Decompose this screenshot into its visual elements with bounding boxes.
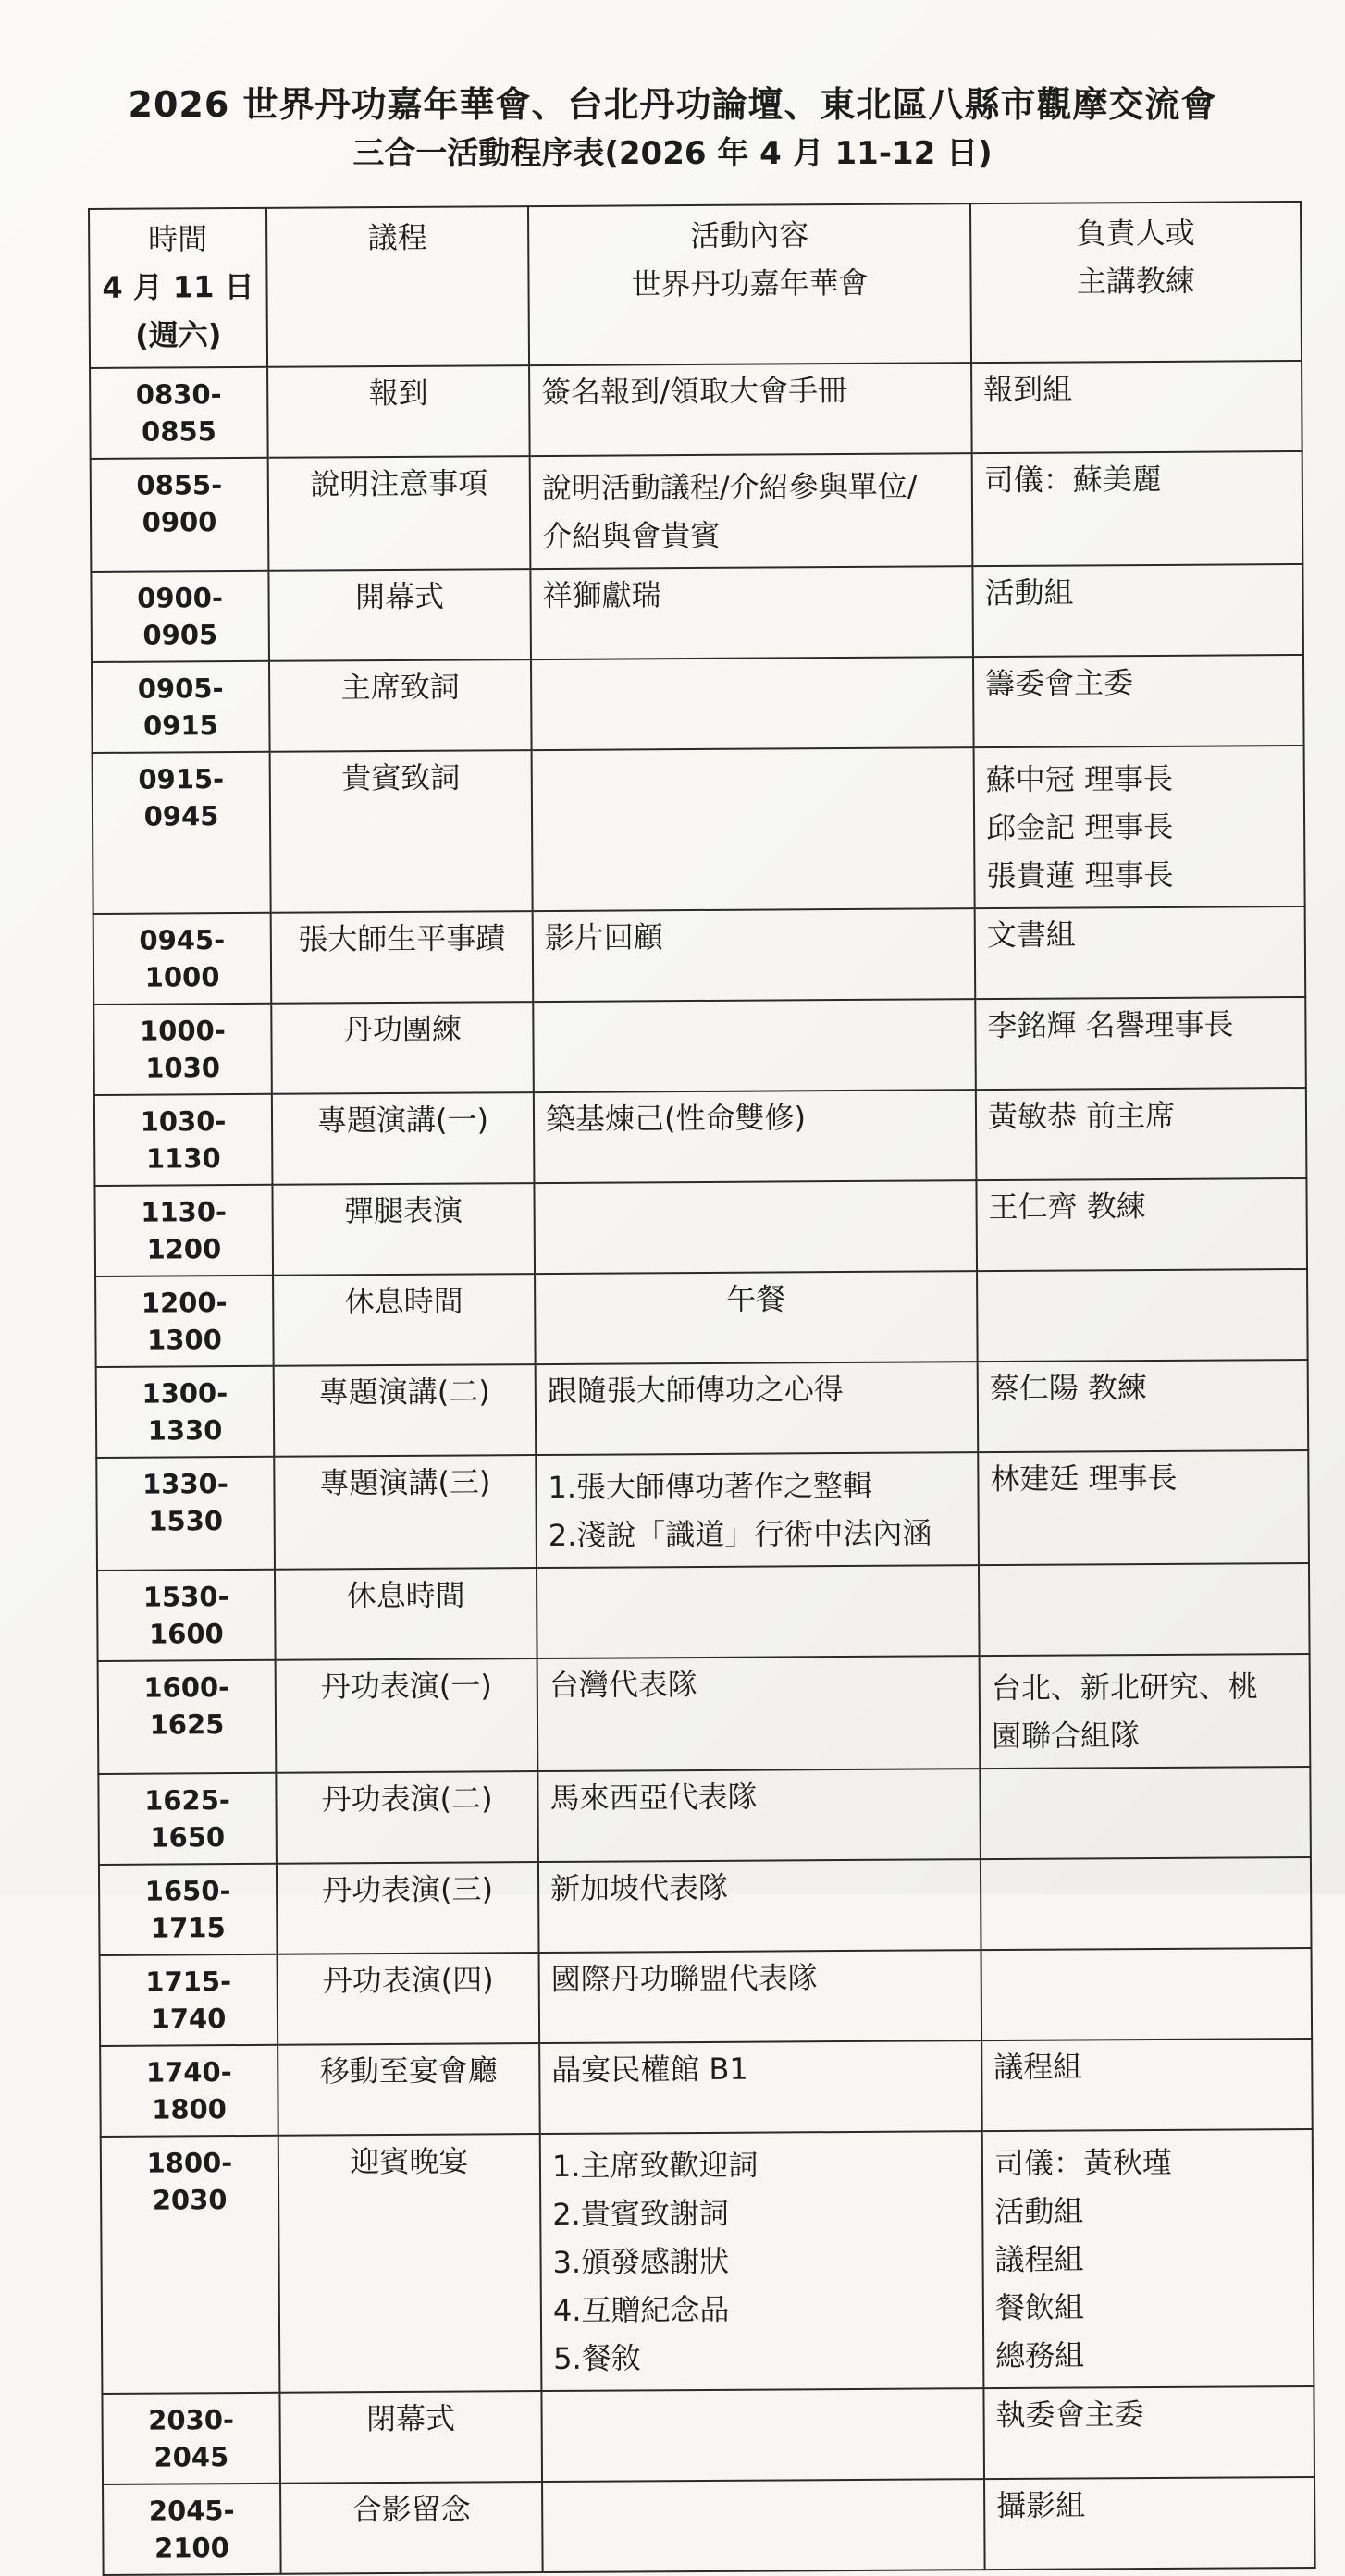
cell-responsible	[974, 746, 1305, 908]
cell-agenda: 丹功表演(二)	[276, 1771, 538, 1864]
table-row	[101, 2129, 1314, 2394]
responsible-line: 總務組	[995, 2337, 1085, 2374]
cell-agenda: 開幕式	[268, 569, 531, 661]
cell-responsible	[983, 2386, 1314, 2479]
responsible-line: 議程組	[993, 2049, 1083, 2086]
content-line: 4.互贈紀念品	[552, 2291, 730, 2328]
cell-responsible	[973, 655, 1304, 747]
header-agenda	[266, 206, 529, 367]
cell-content	[535, 1271, 978, 1364]
content-line: 台灣代表隊	[549, 1667, 697, 1703]
cell-time: 1300-1330	[96, 1366, 275, 1458]
table-row	[98, 1654, 1311, 1774]
cell-time: 1530-1600	[97, 1570, 276, 1661]
table-row	[93, 997, 1306, 1095]
responsible-line: 籌委會主委	[985, 665, 1134, 702]
responsible-line: 餐飲組	[994, 2289, 1085, 2326]
content-line: 介紹與會貴賓	[542, 517, 721, 555]
responsible-line: 攝影組	[996, 2487, 1086, 2524]
responsible-line: 司儀：蘇美麗	[983, 461, 1162, 499]
responsible-line: 李銘輝 名譽理事長	[987, 1006, 1234, 1044]
cell-time: 1715-1740	[100, 1954, 278, 2046]
table-row	[100, 2039, 1313, 2137]
cell-responsible	[975, 906, 1306, 999]
responsible-line: 林建廷 理事長	[990, 1460, 1178, 1498]
cell-responsible	[971, 361, 1302, 453]
cell-content	[534, 1090, 977, 1183]
content-line: 2.貴賓致謝詞	[552, 2195, 729, 2232]
cell-agenda: 說明注意事項	[268, 456, 531, 571]
cell-content	[530, 566, 973, 659]
cell-responsible	[980, 1767, 1311, 1859]
table-row	[102, 2386, 1314, 2484]
cell-content	[538, 1859, 981, 1953]
content-line: 1.張大師傳功著作之整輯	[548, 1467, 873, 1505]
content-line: 祥獅獻瑞	[542, 577, 661, 614]
cell-responsible	[978, 1360, 1309, 1452]
cell-agenda: 丹功團練	[271, 1002, 534, 1094]
cell-responsible	[976, 1178, 1307, 1271]
cell-responsible	[981, 1948, 1313, 2040]
table-row	[91, 451, 1303, 572]
cell-agenda: 主席致詞	[269, 659, 532, 752]
cell-content	[530, 453, 973, 569]
cell-responsible	[981, 2039, 1313, 2131]
responsible-line: 黃敏恭 前主席	[987, 1097, 1176, 1135]
content-line: 晶宴民權館 B1	[551, 2051, 748, 2088]
content-line: 影片回顧	[544, 919, 663, 955]
cell-time: 1200-1300	[95, 1276, 274, 1367]
table-row	[93, 746, 1305, 914]
cell-agenda: 休息時間	[275, 1568, 537, 1660]
cell-responsible	[972, 451, 1303, 566]
cell-time: 0945-1000	[93, 913, 272, 1005]
table-row	[94, 1178, 1307, 1276]
cell-content	[539, 1950, 982, 2043]
cell-content	[536, 1362, 979, 1455]
cell-agenda: 迎賓晚宴	[278, 2134, 542, 2393]
cell-content	[540, 2131, 984, 2391]
responsible-line: 活動組	[994, 2193, 1084, 2230]
cell-responsible	[979, 1563, 1310, 1656]
cell-agenda: 丹功表演(四)	[278, 1953, 540, 2045]
content-line: 1.主席致歡迎詞	[551, 2147, 759, 2184]
table-row	[92, 655, 1304, 753]
header-time-title: 時間	[148, 221, 208, 257]
cell-agenda: 丹功表演(三)	[277, 1862, 539, 1954]
responsible-line: 園聯合組隊	[991, 1718, 1141, 1755]
table-row	[96, 1450, 1309, 1571]
cell-content	[533, 908, 976, 1002]
content-line: 馬來西亞代表隊	[549, 1779, 758, 1816]
cell-time: 1600-1625	[98, 1660, 277, 1774]
responsible-line: 司儀：黃秋瑾	[993, 2144, 1173, 2182]
header-time-date: 4 月 11 日	[102, 268, 254, 305]
cell-time: 0830-0855	[90, 367, 268, 459]
cell-agenda: 閉幕式	[279, 2391, 542, 2484]
cell-agenda: 移動至宴會廳	[278, 2043, 540, 2136]
cell-content	[532, 747, 975, 911]
cell-agenda: 專題演講(三)	[274, 1455, 537, 1570]
header-responsible	[970, 202, 1302, 363]
table-row	[98, 1767, 1311, 1865]
cell-content	[541, 2388, 984, 2482]
cell-time: 2030-2045	[102, 2393, 280, 2484]
header-time	[89, 208, 267, 368]
cell-content	[529, 363, 972, 456]
cell-time: 1030-1130	[94, 1094, 273, 1186]
table-row	[100, 1948, 1313, 2046]
table-row	[93, 906, 1306, 1005]
schedule-body	[90, 361, 1315, 2575]
cell-responsible	[977, 1269, 1308, 1362]
header-content-title: 活動內容	[690, 217, 809, 254]
header-agenda-title: 議程	[367, 219, 427, 256]
table-row	[94, 1088, 1307, 1186]
cell-agenda: 貴賓致詞	[270, 750, 533, 913]
table-row	[90, 361, 1302, 459]
cell-responsible	[972, 564, 1303, 657]
cell-time: 2045-2100	[103, 2484, 281, 2575]
cell-content	[531, 657, 974, 750]
cell-agenda: 休息時間	[273, 1274, 536, 1366]
cell-content	[534, 1180, 977, 1274]
cell-agenda: 合影留念	[280, 2482, 543, 2574]
content-line: 新加坡代表隊	[549, 1869, 729, 1906]
header-resp-subtitle: 主講教練	[1076, 263, 1196, 300]
content-line: 跟隨張大師傳功之心得	[547, 1372, 844, 1409]
content-line: 午餐	[726, 1281, 786, 1317]
responsible-line: 蔡仁陽 教練	[989, 1370, 1148, 1407]
cell-time: 0905-0915	[92, 661, 270, 753]
cell-time: 1800-2030	[101, 2136, 280, 2394]
cell-time: 1000-1030	[93, 1004, 272, 1095]
responsible-line: 執委會主委	[995, 2397, 1144, 2434]
table-row	[95, 1269, 1308, 1367]
content-line: 說明活動議程/介紹參與單位/	[541, 468, 918, 507]
content-line: 2.淺說「識道」行術中法內涵	[548, 1515, 932, 1553]
content-line: 5.餐敘	[553, 2340, 641, 2376]
cell-agenda: 彈腿表演	[272, 1183, 535, 1276]
cell-content	[537, 1656, 981, 1771]
cell-agenda: 張大師生平事蹟	[271, 911, 534, 1004]
cell-time: 0900-0905	[91, 571, 269, 662]
header-time-weekday: (週六)	[135, 317, 222, 353]
content-line: 簽名報到/領取大會手冊	[541, 372, 848, 411]
content-line: 3.頒發感謝狀	[552, 2243, 730, 2280]
content-line: 國際丹功聯盟代表隊	[550, 1960, 818, 1997]
table-header-row	[89, 202, 1302, 368]
header-content-subtitle: 世界丹功嘉年華會	[631, 265, 869, 302]
header-content	[528, 203, 971, 365]
cell-time: 1740-1800	[100, 2045, 278, 2137]
table-row	[99, 1857, 1312, 1955]
cell-content	[536, 1452, 979, 1568]
table-row	[103, 2477, 1315, 2575]
content-line: 築基煉己(性命雙修)	[545, 1100, 807, 1137]
cell-responsible	[980, 1654, 1311, 1769]
responsible-line: 台北、新北研究、桃	[991, 1669, 1258, 1707]
responsible-line: 蘇中冠 理事長	[985, 760, 1174, 798]
header-resp-title: 負責人或	[1076, 215, 1195, 252]
cell-time: 1625-1650	[98, 1773, 277, 1865]
cell-agenda: 丹功表演(一)	[276, 1658, 538, 1773]
cell-content	[539, 2040, 982, 2134]
cell-time: 1130-1200	[94, 1185, 273, 1276]
cell-responsible	[975, 997, 1306, 1090]
table-row	[91, 564, 1303, 662]
responsible-line: 張貴蓮 理事長	[986, 857, 1174, 894]
cell-responsible	[981, 1857, 1312, 1950]
cell-content	[537, 1565, 980, 1658]
responsible-line: 活動組	[984, 574, 1074, 611]
responsible-line: 報到組	[983, 371, 1073, 408]
cell-time: 0915-0945	[93, 752, 271, 914]
responsible-line: 邱金記 理事長	[985, 808, 1174, 846]
cell-responsible	[982, 2129, 1314, 2388]
table-row	[96, 1360, 1309, 1458]
cell-responsible	[978, 1450, 1309, 1565]
cell-agenda: 專題演講(一)	[272, 1092, 535, 1185]
cell-time: 0855-0900	[91, 458, 269, 572]
cell-responsible	[984, 2477, 1315, 2570]
cell-content	[542, 2479, 985, 2572]
table-row	[97, 1563, 1310, 1661]
responsible-line: 議程組	[994, 2241, 1084, 2278]
cell-time: 1330-1530	[96, 1457, 275, 1571]
cell-responsible	[976, 1088, 1307, 1180]
document-title: 2026 世界丹功嘉年華會、台北丹功論壇、東北區八縣市觀摩交流會	[128, 84, 1217, 125]
responsible-line: 王仁齊 教練	[988, 1189, 1146, 1226]
responsible-line: 文書組	[986, 917, 1076, 954]
cell-content	[533, 999, 976, 1092]
document-subtitle: 三合一活動程序表(2026 年 4 月 11-12 日)	[352, 135, 993, 172]
cell-time: 1650-1715	[99, 1864, 278, 1955]
cell-agenda: 專題演講(二)	[274, 1364, 537, 1457]
cell-content	[537, 1769, 981, 1862]
schedule-table	[88, 201, 1316, 2576]
cell-agenda: 報到	[267, 365, 530, 458]
